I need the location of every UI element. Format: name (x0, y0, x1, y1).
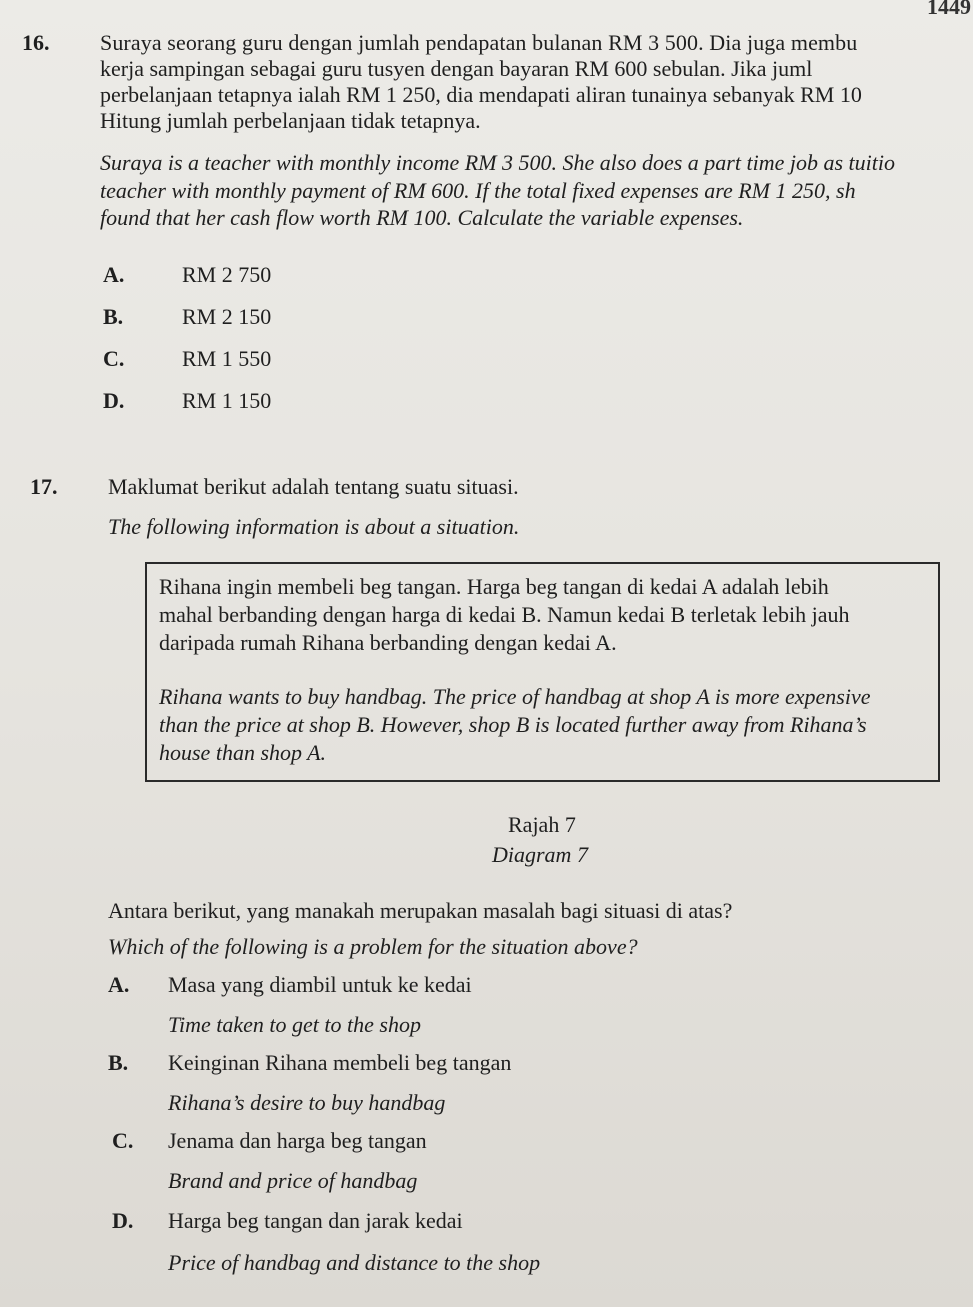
q17-option-c-letter: C. (112, 1128, 134, 1153)
q17-question-english: Which of the following is a problem for the situation above? (108, 934, 638, 959)
box-malay-line-1: Rihana ingin membeli beg tangan. Harga beg tangan di kedai A adalah lebih (159, 574, 829, 599)
q16-malay-line-1: Suraya seorang guru dengan jumlah pendapatan bulanan RM 3 500. Dia juga membu (100, 30, 858, 55)
q16-option-a-text: RM 2 750 (182, 262, 272, 287)
diagram-caption-english: Diagram 7 (492, 842, 588, 867)
q17-question-malay: Antara berikut, yang manakah merupakan masalah bagi situasi di atas? (108, 898, 733, 923)
q17-option-d-english: Price of handbag and distance to the shop (168, 1250, 541, 1275)
q17-option-c-english: Brand and price of handbag (168, 1168, 418, 1193)
q17-option-d-malay: Harga beg tangan dan jarak kedai (168, 1208, 463, 1233)
page-code: 1449 (927, 0, 971, 19)
q16-option-a-letter: A. (103, 262, 125, 287)
q17-option-a-malay: Masa yang diambil untuk ke kedai (168, 972, 472, 997)
q16-option-c-letter: C. (103, 346, 125, 371)
q17-intro-malay: Maklumat berikut adalah tentang suatu situasi. (108, 474, 519, 499)
q16-english-line-2: teacher with monthly payment of RM 600. If the total fixed expenses are RM 1 250, sh (100, 178, 856, 203)
situation-info-box (145, 562, 940, 782)
box-english-line-1: Rihana wants to buy handbag. The price of handbag at shop A is more expensive (159, 684, 871, 709)
box-malay-line-2: mahal berbanding dengan harga di kedai B. Namun kedai B terletak lebih jauh (159, 602, 850, 627)
question-16-number: 16. (22, 30, 50, 55)
q16-malay-line-3: perbelanjaan tetapnya ialah RM 1 250, dia mendapati aliran tunainya sebanyak RM 10 (100, 82, 862, 107)
q17-option-b-malay: Keinginan Rihana membeli beg tangan (168, 1050, 512, 1075)
q17-intro-english: The following information is about a situation. (108, 514, 520, 539)
q16-option-d-letter: D. (103, 388, 125, 413)
q16-malay-line-4: Hitung jumlah perbelanjaan tidak tetapnya. (100, 108, 481, 133)
box-english-line-3: house than shop A. (159, 740, 327, 765)
q17-option-a-english: Time taken to get to the shop (168, 1012, 421, 1037)
q17-option-b-letter: B. (108, 1050, 129, 1075)
box-english-line-2: than the price at shop B. However, shop B is located further away from Rihana’s (159, 712, 867, 737)
diagram-caption-malay: Rajah 7 (508, 812, 576, 837)
q16-english-line-3: found that her cash flow worth RM 100. Calculate the variable expenses. (100, 205, 744, 230)
q16-option-b-letter: B. (103, 304, 124, 329)
q17-option-a-letter: A. (108, 972, 130, 997)
q17-option-b-english: Rihana’s desire to buy handbag (168, 1090, 446, 1115)
box-malay-line-3: daripada rumah Rihana berbanding dengan kedai A. (159, 630, 617, 655)
q16-english-line-1: Suraya is a teacher with monthly income RM 3 500. She also does a part time job as tuitio (100, 150, 895, 175)
question-17-number: 17. (30, 474, 58, 499)
q16-option-d-text: RM 1 150 (182, 388, 272, 413)
q17-option-c-malay: Jenama dan harga beg tangan (168, 1128, 427, 1153)
q17-option-d-letter: D. (112, 1208, 134, 1233)
q16-option-c-text: RM 1 550 (182, 346, 272, 371)
q16-option-b-text: RM 2 150 (182, 304, 272, 329)
q16-malay-line-2: kerja sampingan sebagai guru tusyen dengan bayaran RM 600 sebulan. Jika juml (100, 56, 813, 81)
